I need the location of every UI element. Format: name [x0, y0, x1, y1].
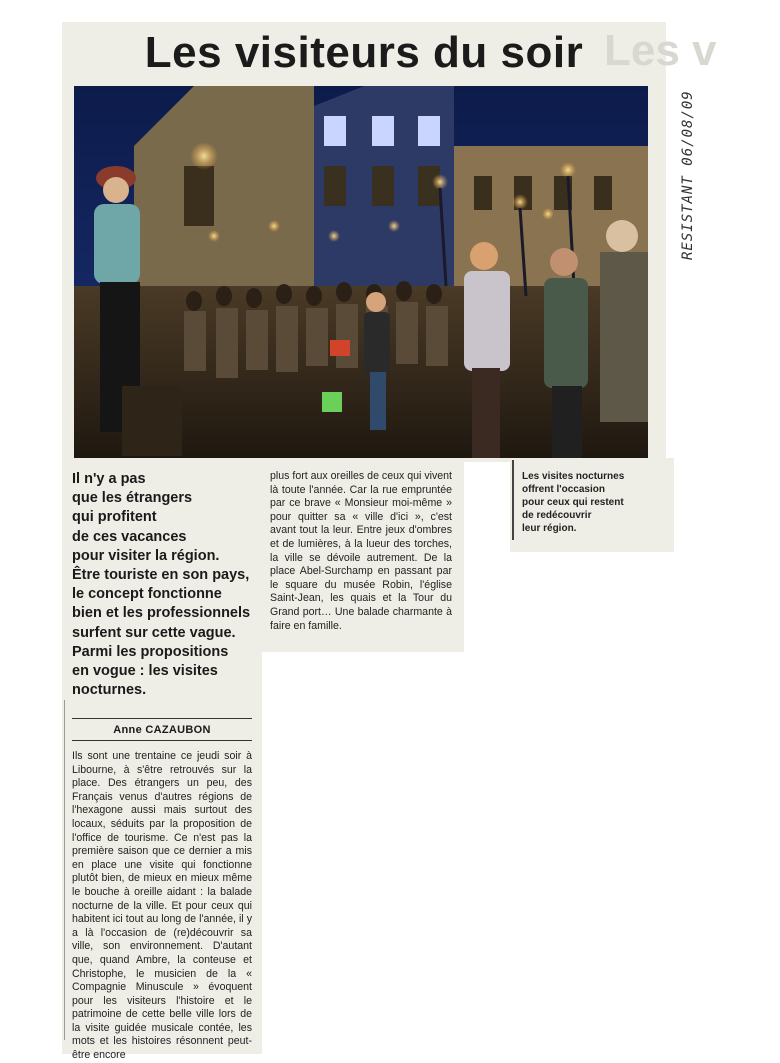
lede-line: Parmi les propositions [72, 643, 229, 660]
stamp-text: RESISTANT 06/08/09 [680, 90, 696, 260]
byline-rule-bottom [72, 740, 252, 741]
scan-margin-line [64, 700, 65, 1040]
lede-line: en vogue : les visites [72, 663, 218, 680]
body-column-right: plus fort aux oreilles de ceux qui vivent là toute l'année. Car la rue empruntée par ce brave « Monsieur moi-même » pour quitter sa « ville d'ici », c'est avant tout la leur. Entre jeux d'ombres et de lumières, à la lueur des torches, la ville se dévoile autrement. De la place Abel-Surchamp en passant par le square du musée Robin, l'église Saint-Jean, les quais et la Tour du Grand port… Une balade charmante à faire en famille. [270, 470, 452, 632]
headline: Les visiteurs du soir [144, 28, 584, 77]
lede-line: de ces vacances [72, 528, 187, 545]
lede-line: bien et les professionnels [72, 605, 251, 622]
lede-paragraph [72, 470, 262, 700]
caption-line: leur région. [522, 523, 577, 534]
lede-line: surfent sur cette vague. [72, 624, 236, 641]
byline-rule-top [72, 718, 252, 719]
lede-line: Il n'y a pas [72, 471, 146, 487]
bleed-through-text: Les v [604, 26, 717, 75]
caption-line: offrent l'occasion [522, 484, 605, 495]
lede-line: pour visiter la région. [72, 547, 220, 564]
lede-line: le concept fonctionne [72, 586, 222, 603]
lede-line: Être touriste en son pays, [72, 567, 250, 584]
caption-line: pour ceux qui restent [522, 497, 624, 508]
byline: Anne CAZAUBON [113, 724, 211, 736]
caption-line: Les visites nocturnes [522, 471, 625, 482]
caption-bar [512, 460, 514, 540]
handwritten-source-stamp [680, 90, 730, 270]
lede-line: qui profitent [72, 509, 157, 526]
lede-line: que les étrangers [72, 490, 193, 507]
body-column-left: Ils sont une trentaine ce jeudi soir à Libourne, à s'être retrouvés sur la place. Des étrangers un peu, des Français venus d'autres régions de l'hexagone aussi mais surtout des locaux, séduits par la proposition de l'office de tourisme. Ce n'est pas la première saison que ce dernier a mis en place une visite qui fonctionne plutôt bien, de mieux en mieux même le bouche à oreille aidant : la balade nocturne de la ville. Et pour ceux qui habitent ici tout au long de l'année, il y a là l'occasion de (re)découvrir sa ville, son environnement. D'autant que, quand Ambre, la conteuse et Christophe, le musicien de la « Compagnie Minuscule » évoquent pour les visiteurs l'histoire et le patrimoine de cette belle ville lors de la visite guidée musicale contée, les mots et les histoires résonnent peut-être encore [72, 750, 252, 1062]
torchlight-tour-photo [74, 86, 648, 458]
photo-caption [522, 470, 652, 535]
caption-line: de redécouvrir [522, 510, 592, 521]
lede-line: nocturnes. [72, 682, 147, 699]
